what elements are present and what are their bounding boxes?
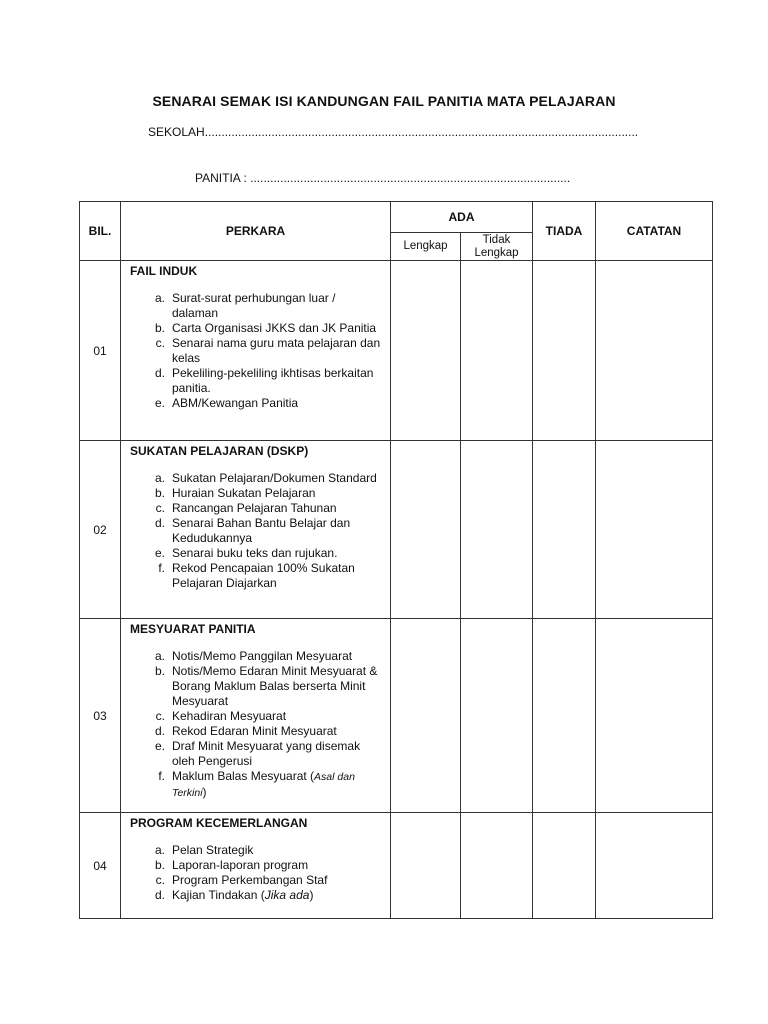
item-letter: c.	[155, 501, 165, 515]
tidak-lengkap-checkbox-cell[interactable]	[461, 441, 533, 619]
list-item	[130, 858, 386, 873]
item-list	[130, 843, 386, 903]
item-text: Sukatan Pelajaran/Dokumen Standard	[172, 471, 377, 485]
header-ada: ADA	[391, 202, 533, 233]
catatan-cell[interactable]	[596, 619, 713, 813]
item-text: Senarai buku teks dan rujukan.	[172, 546, 338, 560]
item-letter: e.	[154, 739, 165, 753]
item-letter: c.	[155, 709, 165, 723]
tidak-lengkap-checkbox-cell[interactable]	[461, 813, 533, 919]
item-letter: b.	[154, 664, 165, 678]
perkara-cell	[121, 619, 391, 813]
item-letter: b.	[154, 321, 165, 335]
section-title: SUKATAN PELAJARAN (DSKP)	[130, 444, 309, 458]
item-text: Notis/Memo Edaran Minit Mesyuarat & Borang Maklum Balas berserta Minit Mesyuarat	[172, 664, 378, 708]
tiada-checkbox-cell[interactable]	[533, 619, 596, 813]
lengkap-checkbox-cell[interactable]	[391, 813, 461, 919]
item-list	[130, 291, 386, 411]
item-text: Carta Organisasi JKKS dan JK Panitia	[172, 321, 377, 335]
table-row	[80, 261, 713, 441]
list-item	[130, 724, 386, 739]
row-number: 03	[80, 619, 121, 813]
table-row	[80, 813, 713, 919]
item-letter: d.	[154, 888, 165, 902]
list-item	[130, 769, 386, 801]
item-letter: b.	[154, 486, 165, 500]
lengkap-checkbox-cell[interactable]	[391, 619, 461, 813]
item-text: Rekod Edaran Minit Mesyuarat	[172, 724, 337, 738]
lengkap-checkbox-cell[interactable]	[391, 441, 461, 619]
item-text: Senarai Bahan Bantu Belajar dan Kedudukannya	[172, 516, 351, 545]
table-row	[80, 441, 713, 619]
checklist-table	[79, 201, 713, 919]
item-text: Laporan-laporan program	[172, 858, 309, 872]
list-item	[130, 649, 386, 664]
lengkap-checkbox-cell[interactable]	[391, 261, 461, 441]
item-letter: d.	[154, 724, 165, 738]
header-lengkap: Lengkap	[391, 233, 461, 261]
item-text: Surat-surat perhubungan luar / dalaman	[172, 291, 336, 320]
list-item	[130, 396, 386, 411]
list-item	[130, 546, 386, 561]
item-text: Draf Minit Mesyuarat yang disemak oleh Pengerusi	[172, 739, 361, 768]
tiada-checkbox-cell[interactable]	[533, 441, 596, 619]
item-list	[130, 649, 386, 801]
list-item	[130, 501, 386, 516]
item-text: ABM/Kewangan Panitia	[172, 396, 299, 410]
item-letter: f.	[158, 769, 165, 783]
list-item	[130, 888, 386, 903]
item-list	[130, 471, 386, 591]
tiada-checkbox-cell[interactable]	[533, 813, 596, 919]
tidak-lengkap-checkbox-cell[interactable]	[461, 619, 533, 813]
list-item	[130, 516, 386, 546]
list-item	[130, 739, 386, 769]
item-text: Program Perkembangan Staf	[172, 873, 328, 887]
item-text: Maklum Balas Mesyuarat (	[172, 769, 315, 783]
item-letter: a.	[154, 843, 165, 857]
list-item	[130, 561, 386, 591]
catatan-cell[interactable]	[596, 813, 713, 919]
item-letter: a.	[154, 649, 165, 663]
perkara-cell	[121, 441, 391, 619]
item-letter: f.	[158, 561, 165, 575]
header-catatan: CATATAN	[596, 202, 713, 261]
item-text: Kajian Tindakan (	[172, 888, 265, 902]
list-item	[130, 471, 386, 486]
perkara-cell	[121, 813, 391, 919]
table-row	[80, 619, 713, 813]
list-item	[130, 366, 386, 396]
section-title: FAIL INDUK	[130, 264, 198, 278]
item-letter: b.	[154, 858, 165, 872]
item-italic: Asal dan Terkini	[172, 771, 355, 799]
item-text: Rancangan Pelajaran Tahunan	[172, 501, 337, 515]
item-suffix: )	[202, 785, 207, 799]
list-item	[130, 486, 386, 501]
catatan-cell[interactable]	[596, 261, 713, 441]
item-italic: Jika ada	[264, 888, 310, 902]
section-title: PROGRAM KECEMERLANGAN	[130, 816, 308, 830]
sekolah-field: SEKOLAH..................................................................................................................................	[148, 125, 639, 139]
tiada-checkbox-cell[interactable]	[533, 261, 596, 441]
row-number: 02	[80, 441, 121, 619]
item-letter: a.	[154, 471, 165, 485]
item-text: Huraian Sukatan Pelajaran	[172, 486, 316, 500]
item-text: Kehadiran Mesyuarat	[172, 709, 287, 723]
item-letter: a.	[154, 291, 165, 305]
list-item	[130, 291, 386, 321]
item-letter: c.	[155, 336, 165, 350]
header-bil: BIL.	[80, 202, 121, 261]
list-item	[130, 843, 386, 858]
item-text: Notis/Memo Panggilan Mesyuarat	[172, 649, 353, 663]
item-letter: e.	[154, 546, 165, 560]
list-item	[130, 664, 386, 709]
item-text: Pekeliling-pekeliling ikhtisas berkaitan panitia.	[172, 366, 374, 395]
header-perkara: PERKARA	[121, 202, 391, 261]
item-letter: d.	[154, 516, 165, 530]
item-text: Senarai nama guru mata pelajaran dan kelas	[172, 336, 381, 365]
item-text: Pelan Strategik	[172, 843, 254, 857]
list-item	[130, 321, 386, 336]
item-text: Rekod Pencapaian 100% Sukatan Pelajaran Diajarkan	[172, 561, 355, 590]
list-item	[130, 336, 386, 366]
document-title: SENARAI SEMAK ISI KANDUNGAN FAIL PANITIA MATA PELAJARAN	[152, 93, 616, 109]
panitia-field: PANITIA : ................................................................................................	[195, 171, 571, 185]
catatan-cell[interactable]	[596, 441, 713, 619]
item-letter: e.	[154, 396, 165, 410]
row-number: 04	[80, 813, 121, 919]
list-item	[130, 709, 386, 724]
header-tidak-lengkap: Tidak Lengkap	[461, 233, 533, 261]
section-title: MESYUARAT PANITIA	[130, 622, 256, 636]
item-suffix: )	[309, 888, 314, 902]
item-letter: d.	[154, 366, 165, 380]
perkara-cell	[121, 261, 391, 441]
item-letter: c.	[155, 873, 165, 887]
header-tiada: TIADA	[533, 202, 596, 261]
row-number: 01	[80, 261, 121, 441]
tidak-lengkap-checkbox-cell[interactable]	[461, 261, 533, 441]
list-item	[130, 873, 386, 888]
